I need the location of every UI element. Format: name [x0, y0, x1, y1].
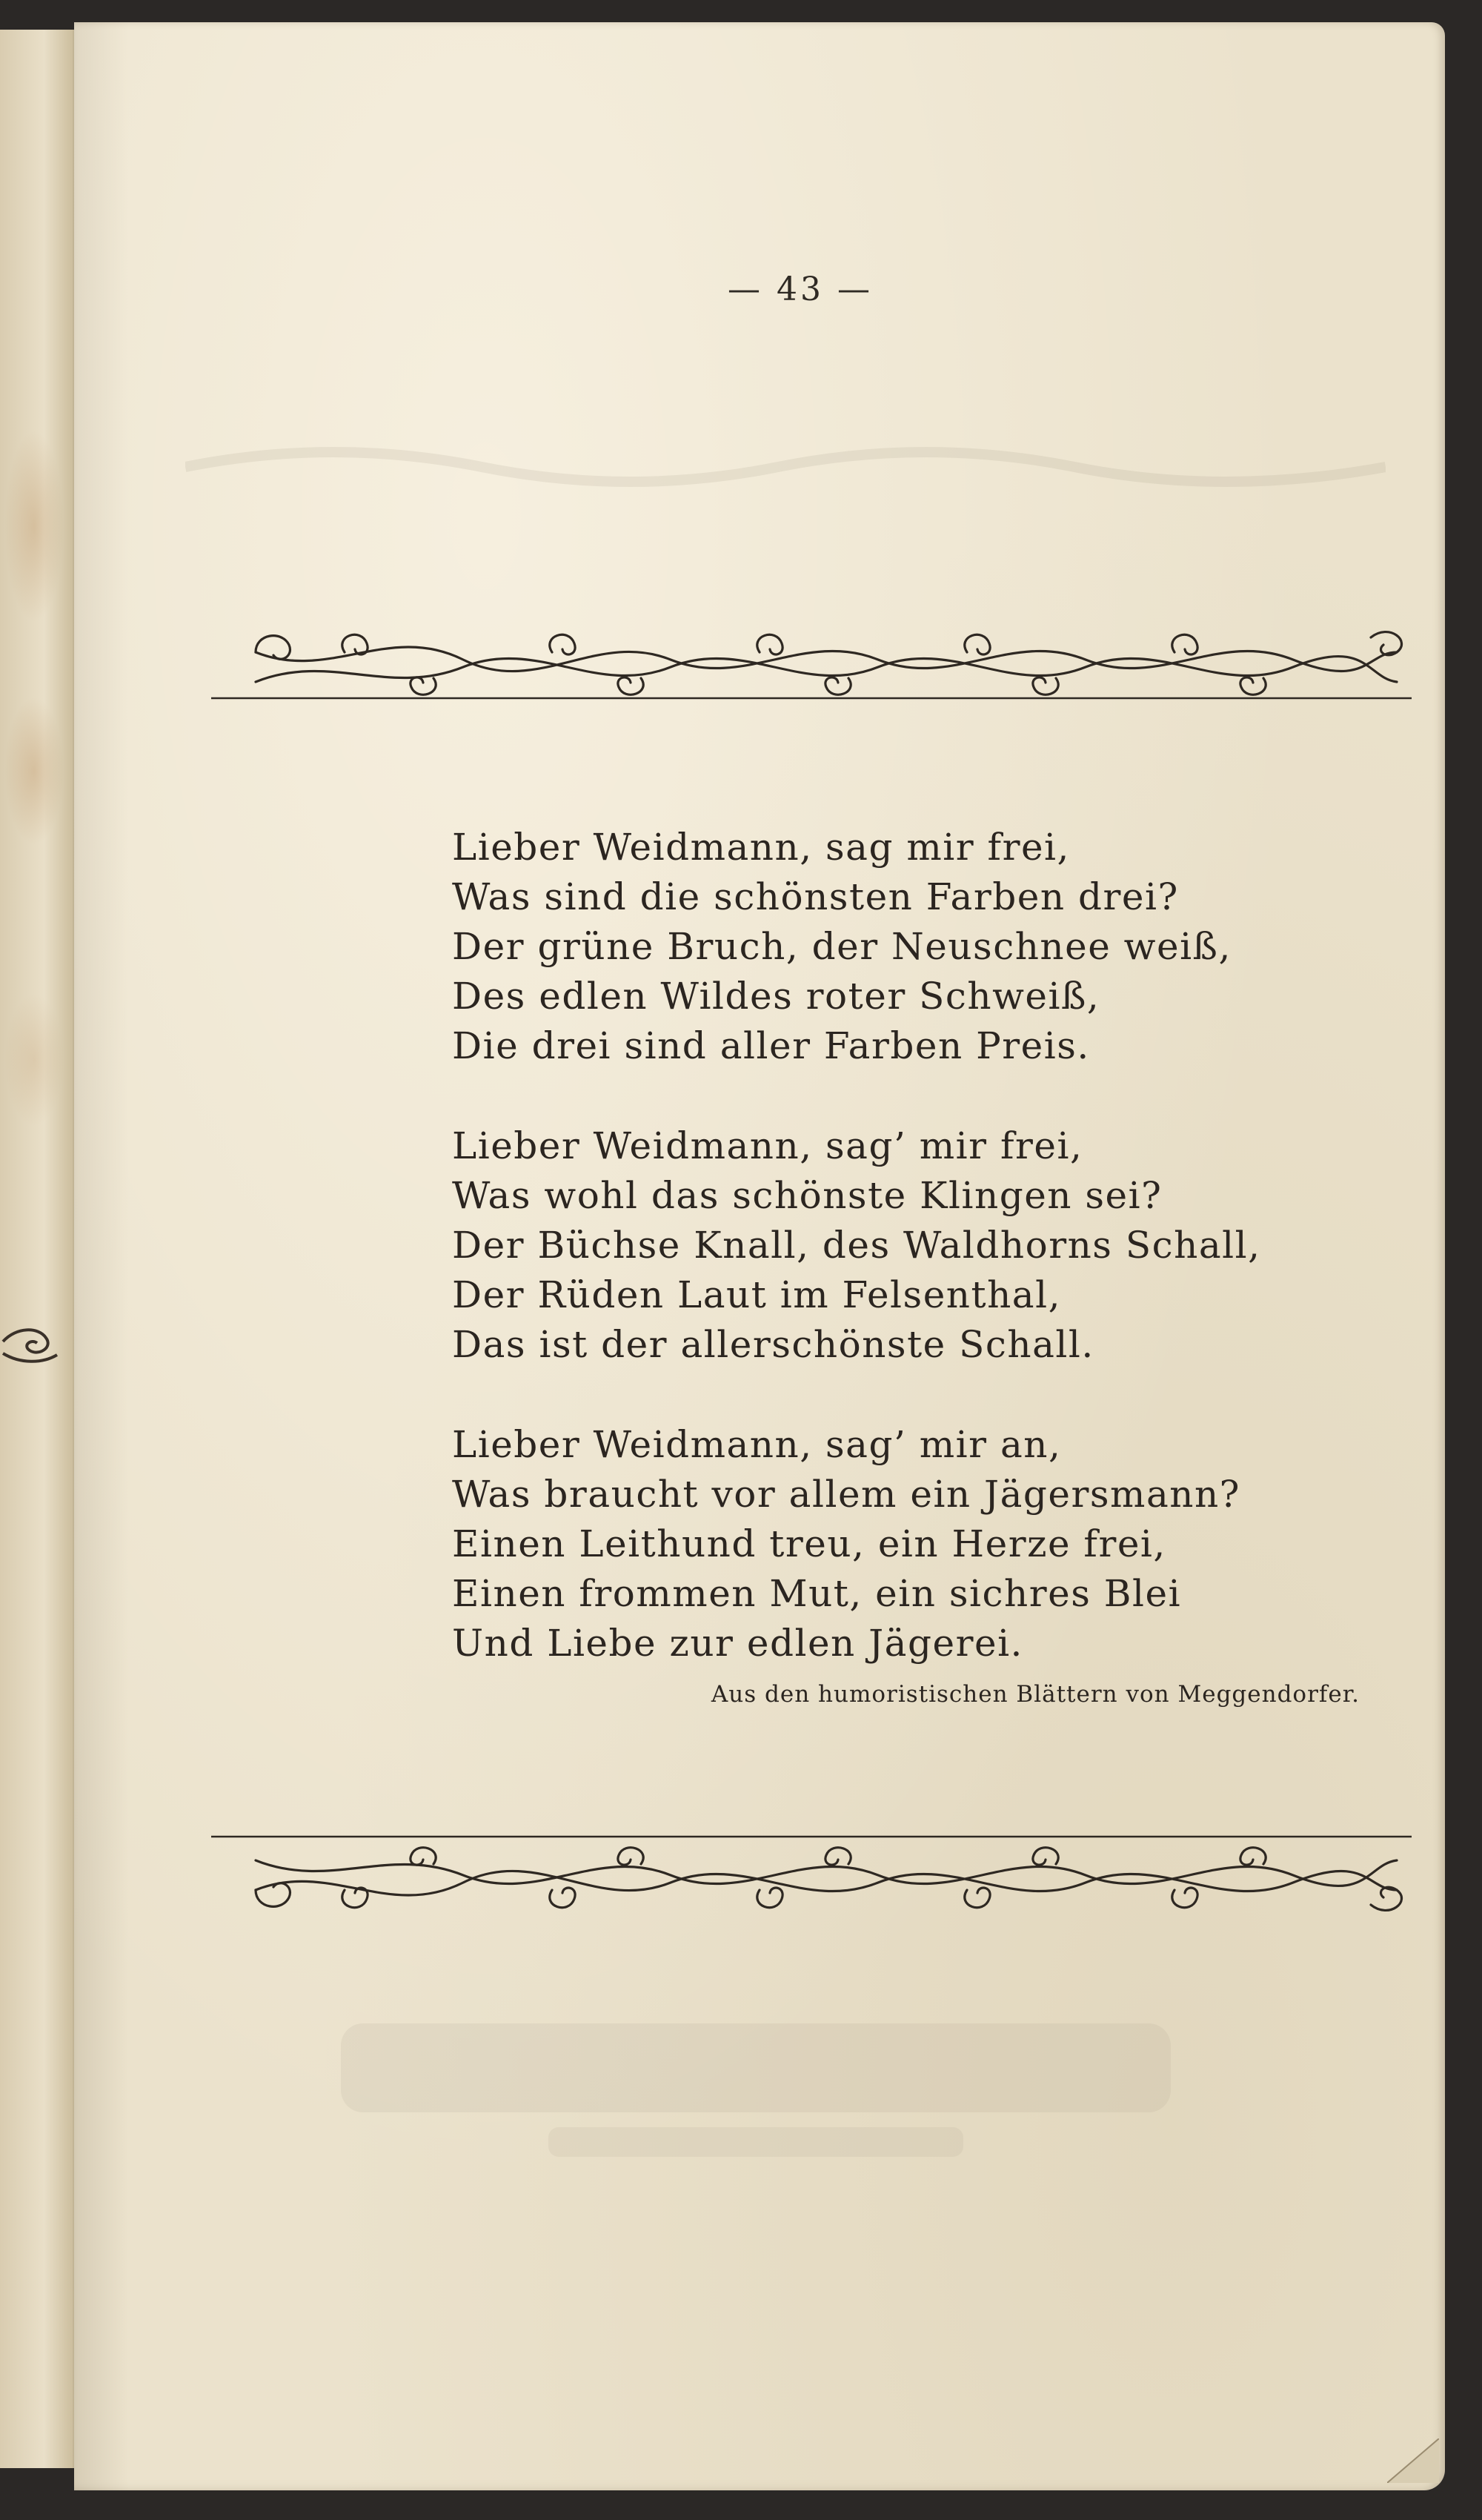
verse-line: Lieber Weidmann, sag’ mir an,	[452, 1423, 1062, 1466]
page-corner-fold	[1387, 2438, 1439, 2483]
book-page	[74, 22, 1445, 2490]
verse-line: Der grüne Bruch, der Neuschnee weiß,	[452, 925, 1232, 968]
verse-line: Die drei sind aller Farben Preis.	[452, 1024, 1090, 1067]
stanza	[452, 823, 1415, 1071]
verse-line: Was sind die schönsten Farben drei?	[452, 875, 1179, 918]
verse-line: Der Rüden Laut im Felsenthal,	[452, 1273, 1061, 1316]
attribution: Aus den humoristischen Blättern von Meggendorfer.	[711, 1681, 1360, 1708]
ornamental-border-top	[211, 608, 1412, 704]
poem	[452, 823, 1415, 1668]
foxing-stain	[4, 697, 64, 845]
verse-line: Einen Leithund treu, ein Herze frei,	[452, 1522, 1166, 1565]
verse-line: Einen frommen Mut, ein sichres Blei	[452, 1572, 1182, 1615]
foxing-stain	[4, 993, 64, 1127]
stanza	[452, 1121, 1415, 1370]
page-number: — 43 —	[728, 271, 873, 308]
ornamental-border-bottom	[211, 1831, 1412, 1934]
verse-line: Das ist der allerschönste Schall.	[452, 1323, 1094, 1366]
show-through-band	[185, 422, 1386, 511]
left-page-edge	[0, 30, 80, 2468]
verse-line: Lieber Weidmann, sag’ mir frei,	[452, 1124, 1083, 1167]
verse-line: Lieber Weidmann, sag mir frei,	[452, 826, 1070, 869]
ornament-fragment-icon	[1, 1319, 61, 1371]
show-through-title	[237, 2009, 1275, 2172]
stanza	[452, 1420, 1415, 1668]
verse-line: Der Büchse Knall, des Waldhorns Schall,	[452, 1224, 1261, 1267]
verse-line: Und Liebe zur edlen Jägerei.	[452, 1622, 1023, 1665]
verse-line: Des edlen Wildes roter Schweiß,	[452, 975, 1100, 1018]
verse-line: Was wohl das schönste Klingen sei?	[452, 1174, 1163, 1217]
verse-line: Was braucht vor allem ein Jägersmann?	[452, 1473, 1240, 1516]
foxing-stain	[4, 430, 64, 623]
